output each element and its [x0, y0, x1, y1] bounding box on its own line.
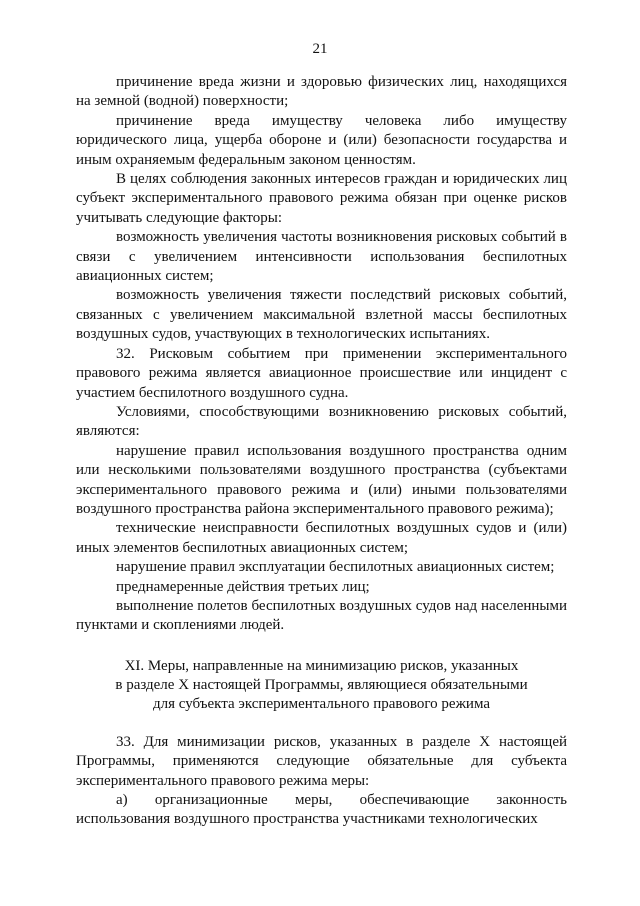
- paragraph: 33. Для минимизации рисков, указанных в разделе X настоящей Программы, применяются следующие обязательные для субъекта экспериментального правового режима меры:: [76, 733, 567, 789]
- paragraph: выполнение полетов беспилотных воздушных судов над населенными пунктами и скоплениями людей.: [76, 597, 567, 634]
- section-heading-line: в разделе X настоящей Программы, являющиеся обязательными: [115, 676, 528, 693]
- paragraph: 32. Рисковым событием при применении экспериментального правового режима является авиационное происшествие или инцидент с участием беспилотного воздушного судна.: [76, 345, 567, 401]
- paragraph: нарушение правил эксплуатации беспилотных авиационных систем;: [116, 559, 555, 576]
- paragraph: Условиями, способствующими возникновению рисковых событий, являются:: [76, 403, 567, 440]
- section-heading: [76, 657, 567, 714]
- paragraph: причинение вреда жизни и здоровью физических лиц, находящихся на земной (водной) поверхности;: [76, 74, 567, 110]
- section-heading-line: XI. Меры, направленные на минимизацию рисков, указанных: [124, 657, 519, 674]
- paragraph: преднамеренные действия третьих лиц;: [116, 578, 370, 595]
- paragraph: технические неисправности беспилотных воздушных судов и (или) иных элементов беспилотных авиационных систем;: [76, 520, 567, 556]
- paragraph: нарушение правил использования воздушного пространства одним или несколькими пользователями воздушного пространства (субъектами экспериментального правового режима и (или) иными пользователями воздушного пространства района экспериментального правового режима);: [76, 442, 567, 517]
- section-heading-line: для субъекта экспериментального правового режима: [152, 695, 491, 712]
- paragraph: возможность увеличения тяжести последствий рисковых событий, связанных с увеличением максимальной взлетной массы беспилотных воздушных судов, участвующих в технологических испытаниях.: [76, 287, 567, 343]
- paragraph: В целях соблюдения законных интересов граждан и юридических лиц субъект экспериментального правового режима обязан при оценке рисков учитывать следующие факторы:: [76, 171, 567, 226]
- paragraph: возможность увеличения частоты возникновения рисковых событий в связи с увеличением интенсивности использования беспилотных авиационных систем;: [76, 229, 567, 285]
- paragraph: а) организационные меры, обеспечивающие законность использования воздушного пространства участниками технологических: [76, 792, 567, 828]
- page-number: 21: [312, 41, 328, 57]
- paragraph: причинение вреда имуществу человека либо имуществу юридического лица, ущерба обороне и (или) безопасности государства и иным охраняемым федеральным законом ценностям.: [76, 112, 567, 168]
- document-body: [76, 73, 567, 830]
